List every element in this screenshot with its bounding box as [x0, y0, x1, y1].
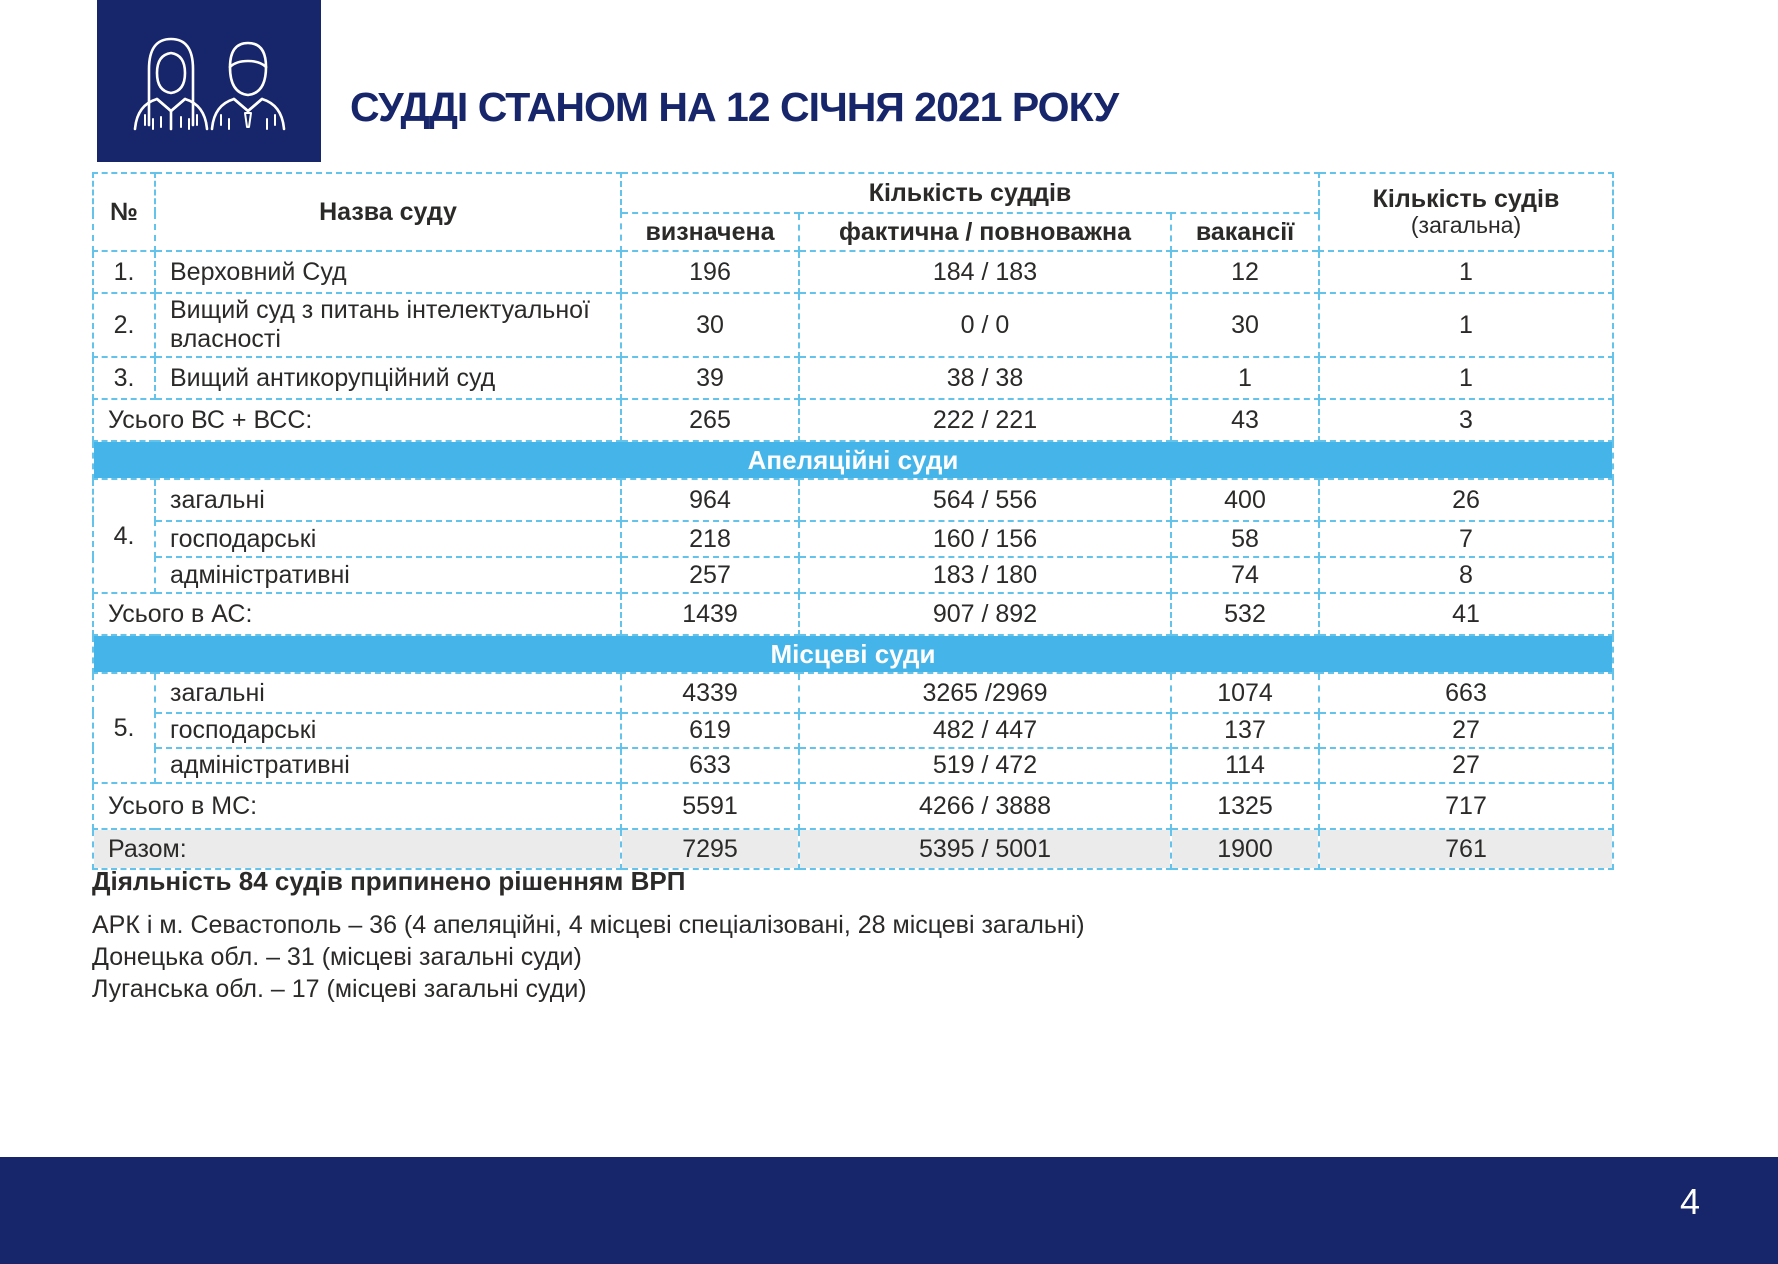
header-courts-count-note: (загальна)	[1410, 212, 1522, 238]
defined-cell: 4339	[621, 673, 799, 713]
defined-cell: 619	[621, 713, 799, 748]
total-row-vs-vss	[93, 399, 1613, 441]
actual-cell: 482 / 447	[799, 713, 1171, 748]
actual-cell: 5395 / 5001	[799, 829, 1171, 869]
courts-count-cell: 717	[1319, 783, 1613, 829]
header-actual: фактична / повноважна	[799, 213, 1171, 251]
courts-count-cell: 1	[1319, 251, 1613, 293]
table-row-appellate-general	[93, 479, 1613, 521]
header-number: №	[93, 173, 155, 251]
table-row-anticorruption-court	[93, 357, 1613, 399]
section-band-label: Апеляційні суди	[93, 441, 1613, 479]
court-name-cell: загальні	[155, 673, 621, 713]
vacancies-cell: 114	[1171, 748, 1319, 783]
actual-cell: 564 / 556	[799, 479, 1171, 521]
courts-count-cell: 1	[1319, 357, 1613, 399]
table-row-local-general	[93, 673, 1613, 713]
footer-bar	[0, 1157, 1778, 1264]
note-line-donetsk: Донецька обл. – 31 (місцеві загальні суди)	[92, 943, 582, 971]
total-row-ms	[93, 783, 1613, 829]
actual-cell: 160 / 156	[799, 521, 1171, 557]
judges-table	[92, 172, 1614, 870]
defined-cell: 1439	[621, 593, 799, 635]
courts-count-cell: 27	[1319, 748, 1613, 783]
total-label-cell: Разом:	[93, 829, 621, 869]
actual-cell: 38 / 38	[799, 357, 1171, 399]
table-header-row-1	[93, 173, 1613, 213]
actual-cell: 183 / 180	[799, 557, 1171, 593]
judges-icon	[109, 11, 309, 151]
row-number-cell: 4.	[93, 479, 155, 593]
table-row-local-administrative	[93, 748, 1613, 783]
section-band-appellate	[93, 441, 1613, 479]
vacancies-cell: 74	[1171, 557, 1319, 593]
vacancies-cell: 1325	[1171, 783, 1319, 829]
page-title: СУДДІ СТАНОМ НА 12 СІЧНЯ 2021 РОКУ	[350, 84, 1119, 130]
defined-cell: 30	[621, 293, 799, 357]
defined-cell: 196	[621, 251, 799, 293]
court-name-cell: адміністративні	[155, 748, 621, 783]
actual-cell: 3265 /2969	[799, 673, 1171, 713]
note-line-luhansk: Луганська обл. – 17 (місцеві загальні суди)	[92, 975, 587, 1003]
row-number-cell: 1.	[93, 251, 155, 293]
courts-count-cell: 26	[1319, 479, 1613, 521]
defined-cell: 218	[621, 521, 799, 557]
vacancies-cell: 58	[1171, 521, 1319, 557]
section-band-local	[93, 635, 1613, 673]
header-vacancies: вакансії	[1171, 213, 1319, 251]
notes-title: Діяльність 84 судів припинено рішенням ВРП	[92, 866, 686, 896]
table-row-ip-court	[93, 293, 1613, 357]
court-name-cell: загальні	[155, 479, 621, 521]
defined-cell: 964	[621, 479, 799, 521]
total-row-as	[93, 593, 1613, 635]
vacancies-cell: 400	[1171, 479, 1319, 521]
vacancies-cell: 12	[1171, 251, 1319, 293]
court-name-cell: Верховний Суд	[155, 251, 621, 293]
defined-cell: 633	[621, 748, 799, 783]
actual-cell: 222 / 221	[799, 399, 1171, 441]
defined-cell: 265	[621, 399, 799, 441]
actual-cell: 907 / 892	[799, 593, 1171, 635]
row-number-cell: 5.	[93, 673, 155, 783]
actual-cell: 519 / 472	[799, 748, 1171, 783]
total-label-cell: Усього в МС:	[93, 783, 621, 829]
courts-count-cell: 8	[1319, 557, 1613, 593]
notes-block	[92, 866, 1392, 1005]
court-name-cell: господарські	[155, 521, 621, 557]
court-name-cell: Вищий антикорупційний суд	[155, 357, 621, 399]
grand-total-row	[93, 829, 1613, 869]
table-row-appellate-commercial	[93, 521, 1613, 557]
row-number-cell: 2.	[93, 293, 155, 357]
actual-cell: 184 / 183	[799, 251, 1171, 293]
row-number-cell: 3.	[93, 357, 155, 399]
header-court-name: Назва суду	[155, 173, 621, 251]
courts-count-cell: 7	[1319, 521, 1613, 557]
court-name-cell: Вищий суд з питань інтелектуальної власності	[155, 293, 621, 357]
table-row-supreme-court	[93, 251, 1613, 293]
courts-count-cell: 1	[1319, 293, 1613, 357]
table-row-appellate-administrative	[93, 557, 1613, 593]
vacancies-cell: 43	[1171, 399, 1319, 441]
section-band-label: Місцеві суди	[93, 635, 1613, 673]
vacancies-cell: 30	[1171, 293, 1319, 357]
total-label-cell: Усього в АС:	[93, 593, 621, 635]
actual-cell: 0 / 0	[799, 293, 1171, 357]
defined-cell: 5591	[621, 783, 799, 829]
vacancies-cell: 532	[1171, 593, 1319, 635]
courts-count-cell: 41	[1319, 593, 1613, 635]
header-courts-count-label: Кількість судів	[1372, 185, 1560, 213]
note-line-ark: АРК і м. Севастополь – 36 (4 апеляційні, 4 місцеві спеціалізовані, 28 місцеві загальні)	[92, 911, 1085, 939]
header-defined: визначена	[621, 213, 799, 251]
vacancies-cell: 1900	[1171, 829, 1319, 869]
court-name-cell: господарські	[155, 713, 621, 748]
defined-cell: 39	[621, 357, 799, 399]
vacancies-cell: 137	[1171, 713, 1319, 748]
total-label-cell: Усього ВС + ВСС:	[93, 399, 621, 441]
header-judges-count-group: Кількість суддів	[621, 173, 1319, 213]
court-name-cell: адміністративні	[155, 557, 621, 593]
header-courts-count	[1319, 173, 1613, 251]
vacancies-cell: 1074	[1171, 673, 1319, 713]
defined-cell: 257	[621, 557, 799, 593]
courts-count-cell: 3	[1319, 399, 1613, 441]
courts-count-cell: 27	[1319, 713, 1613, 748]
judges-logo-box	[97, 0, 321, 162]
page-number: 4	[1679, 1181, 1700, 1222]
table-row-local-commercial	[93, 713, 1613, 748]
courts-count-cell: 663	[1319, 673, 1613, 713]
defined-cell: 7295	[621, 829, 799, 869]
vacancies-cell: 1	[1171, 357, 1319, 399]
actual-cell: 4266 / 3888	[799, 783, 1171, 829]
courts-count-cell: 761	[1319, 829, 1613, 869]
